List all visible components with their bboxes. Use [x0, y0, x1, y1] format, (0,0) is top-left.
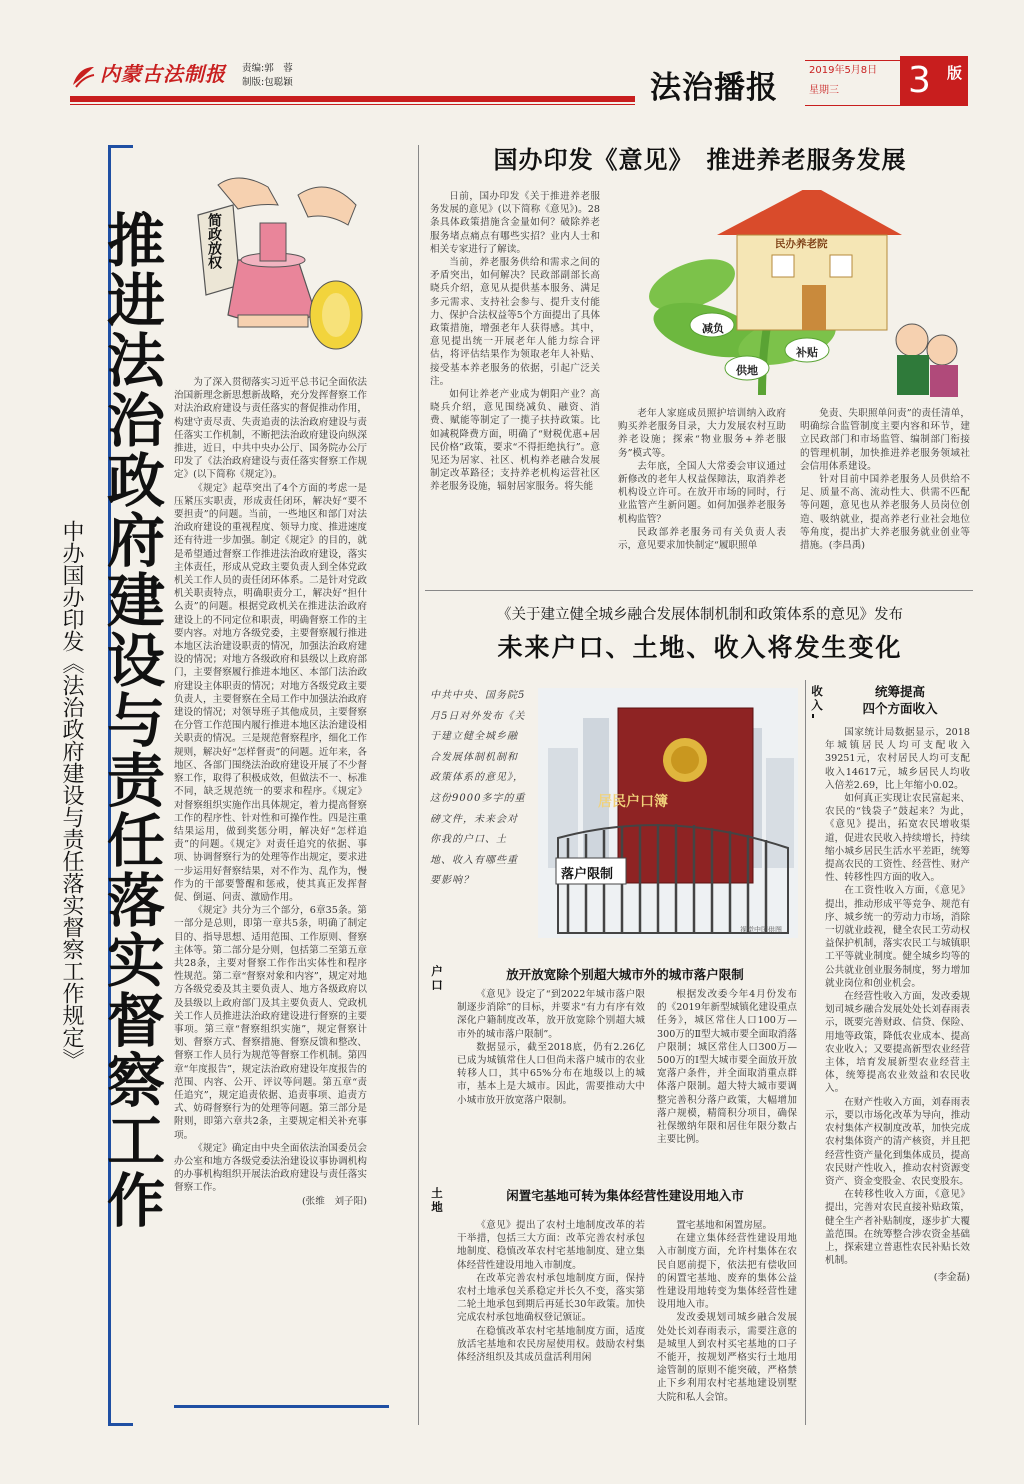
income-column — [825, 726, 970, 1285]
editor-credits — [242, 62, 293, 90]
story1-column-b — [618, 407, 786, 552]
story1-paragraph: 免责、失职照单问责”的责任清单，明确综合监管制度主要内容和环节，建立民政部门和市场监管、编制部门衔接的管理机制，加快推进养老服务领域社会信用体系建设。 — [800, 408, 970, 472]
land-column-a — [457, 1219, 645, 1364]
story1-paragraph: 如何让养老产业成为朝阳产业？高晓兵介绍，意见围绕减负、融资、消费、赋能等制定了一揽子扶持政策。比如减税降费方面，明确了“财税优惠+居民价格”政策，要求“不得拒绝执行”。意见还为居家、社区、机构养老融合发展制定改革路径；支持养老机构运营社区养老服务设施，辐射居家服务。将失能 — [430, 389, 600, 493]
land-paragraph: 《意见》提出了农村土地制度改革的若干举措，包括三大方面：改革完善农村承包地制度、稳慎改革农村宅基地制度、建立集体经营性建设用地入市制度。 — [457, 1220, 645, 1271]
editor-line: 责编:郭 蓉 — [242, 63, 293, 74]
income-paragraph: 国家统计局数据显示，2018年城镇居民人均可支配收入39251元，农村居民人均可支配收入14617元，城乡居民人均收入倍差2.69，比上年缩小0.02。 — [825, 727, 970, 791]
illustration-caption: 简政放权 — [206, 213, 222, 269]
column-divider — [418, 145, 419, 1425]
feature-byline: (张维 刘子阳) — [301, 1195, 367, 1207]
issue-weekday: 星期三 — [809, 85, 839, 96]
income-paragraph: 如何真正实现让农民富起来、农民的“钱袋子”鼓起来？为此，《意见》提出，拓宽农民增收渠道，促进农民收入持续增长，持续缩小城乡居民生活水平差距，统筹提高农民的工资性、经营性、财产性、转移性四方面的收入。 — [825, 793, 970, 884]
story1-paragraph: 日前，国办印发《关于推进养老服务发展的意见》(以下简称《意见》)。28条具体政策措施含金量如何？破除养老服务堵点痛点有哪些实招？业内人士和相关专家进行了解读。 — [430, 191, 600, 255]
land-paragraph: 在改革完善农村承包地制度方面，保持农村土地承包关系稳定并长久不变，落实第二轮土地承包到期后再延长30年政策。加快完成农村承包地确权登记颁证。 — [457, 1272, 645, 1324]
hukou-paragraph: 根据发改委今年4月份发布的《2019年新型城镇化建设重点任务》，城区常住人口100万—300万的Ⅱ型大城市要全面取消落户限制；城区常住人口300万—500万的Ⅰ型大城市要全面放开放宽落户条件，并全面取消重点群体落户限制。超大特大城市要调整完善积分落户政策，大幅增加落户规模，精简积分项目，确保社保缴纳年限和居住年限分数占主要比例。 — [657, 989, 797, 1146]
page-number-box — [900, 56, 968, 106]
page-label: 版 — [946, 64, 962, 82]
masthead-rule-thin — [70, 104, 635, 105]
feature-bracket-bottom — [174, 1405, 389, 1408]
hukou-column-b — [657, 988, 797, 1146]
story1-headline: 国办印发《意见》 推进养老服务发展 — [493, 145, 907, 174]
feature-paragraph: 为了深入贯彻落实习近平总书记全面依法治国新理念新思想新战略，充分发挥督察工作对法治政府建设与责任落实的督促推动作用，构建守责尽责、失责追责的法治政府建设与责任落实工作机制，不断把法治政府建设向纵深推进，近日，中共中央办公厅、国务院办公厅印发了《法治政府建设与责任落实督察工作规定》(以下简称《规定》)。 — [174, 377, 367, 481]
story2-kicker: 《关于建立健全城乡融合发展体制机制和政策体系的意见》发布 — [497, 607, 903, 623]
story1-paragraph: 针对目前中国养老服务人员供给不足、质量不高、流动性大、供需不匹配等问题，意见也从养老服务人员岗位创造、吸纳就业，提高养老行业社会地位等角度，提出扩大养老服务就业创业等措施。(李昌禹) — [800, 474, 970, 552]
land-label: 土地 — [431, 1186, 443, 1214]
feature-paragraph: 《规定》确定由中央全面依法治国委员会办公室和地方各级党委法治建设议事协调机构的办事机构组织开展法治政府建设与责任落实督察工作。 — [174, 1142, 367, 1194]
land-paragraph: 置宅基地和闲置房屋。 — [676, 1220, 773, 1231]
illustration-label-supply: 供地 — [736, 364, 758, 377]
story2-headline: 未来户口、土地、收入将发生变化 — [497, 633, 903, 662]
illustration-label-house: 民办养老院 — [775, 238, 828, 250]
feature-paragraph: 《规定》起草突出了4个方面的考虑一是压紧压实职责，形成责任闭环，解决好“要不要担责”的问题。当前，一些地区和部门对法治政府建设的重视程度、领导力度、推进速度还有待进一步加强。制定《规定》的目的，就是希望通过督察工作推进法治政府建设，落实主体责任，形成从党政主要负责人到全体党政机关工作人员的责任闭环体系。二是针对党政机关职责特点，明确职责分工，解决好“担什么责”的问题。根据党政机关在推进法治政府建设上的不同定位和职责，明确督察工作的主要内容。对地方各级党委，主要督察履行推进本地区法治建设职责的情况，加强法治政府建设的情况；对地方各级政府和县级以上政府部门，主要督察履行推进本地区、本部门法治政府建设主体职责的情况；对地方各级党政主要负责人，主要督察在全局工作中加强法治政府建设的情况；对领导班子其他成员，主要督察在分管工作范围内履行推进本地区法治建设相关职责的情况。三是规范督察程序，细化工作规则，解决好“怎样督责”的问题。近年来，各地区、各部门围绕法治政府建设开展了不少督察工作，取得了积极成效，但做法不一、标准不同，缺乏规范统一的要求和程序。《规定》对督察组织实施作出具体规定，着力提高督察工作的程序性、针对性和可操作性。四是注重结果运用，做到奖惩分明，解决好“怎样追责”的问题。《规定》对责任追究的依据、事项、协调督察行为的处理等作出规定，要求进一步运用好督察结果，对不作为、乱作为，慢作为的干部要警醒和惩戒，使其真正发挥督促、倒逼、问责、激励作用。 — [174, 482, 367, 903]
land-column-b — [657, 1219, 797, 1404]
land-heading: 闲置宅基地可转为集体经营性建设用地入市 — [506, 1188, 744, 1203]
date-box — [805, 60, 904, 106]
feature-title: 推进法治政府建设与责任落实督察工作 — [97, 210, 165, 1230]
illustration-label-subsidy: 补贴 — [796, 346, 818, 359]
hukou-illustration — [538, 688, 798, 938]
logo-emblem-icon — [70, 63, 96, 89]
masthead-rule — [70, 96, 635, 102]
section-title: 法治播报 — [650, 70, 778, 106]
hukou-column-a — [457, 988, 645, 1107]
story-divider — [425, 590, 973, 591]
paper-name: 内蒙古法制报 — [100, 62, 226, 86]
page-number: 3 — [908, 60, 931, 101]
elderly-care-illustration — [612, 190, 972, 400]
gate-sign-label: 落户限制 — [561, 867, 614, 882]
column-divider — [805, 680, 806, 1425]
income-heading-1: 统筹提高 — [874, 684, 925, 699]
land-paragraph: 在稳慎改革农村宅基地制度方面，适度放活宅基地和农民房屋使用权。鼓励农村集体经济组织及其成员盘活利用闲 — [457, 1325, 645, 1364]
photo-credit: 视觉中国供图 — [740, 926, 782, 934]
issue-date: 2019年5月8日 — [809, 65, 878, 76]
hukou-paragraph: 《意见》设定了“到2022年城市落户限制逐步消除”的目标，并要求“有力有序有效深化户籍制度改革，放开放宽除个别超大城市外的城市落户限制”。 — [457, 989, 645, 1040]
land-paragraph: 在建立集体经营性建设用地入市制度方面，允许村集体在农民自愿前提下，依法把有偿收回的闲置宅基地、废弃的集体公益性建设用地转变为集体经营性建设用地入市。 — [657, 1233, 797, 1311]
hukou-heading: 放开放宽除个别超大城市外的城市落户限制 — [506, 967, 744, 982]
story1-column-a — [430, 190, 600, 494]
story1-column-c — [800, 407, 970, 552]
feature-paragraph: 《规定》共分为三个部分，6章35条。第一部分是总则，即第一章共5条，明确了制定目的、指导思想、适用范围、工作原则、督察主体等。第二部分是分则，包括第二至第五章共28条，主要对督察工作作出实体性和程序性规范。第二章“督察对象和内容”，规定对地方各级党委及其主要负责人、地方各级政府以及县级以上政府部门及其主要负责人、党政机关工作人员推进法治政府建设进行督察的主要事项。第三章“督察组织实施”，规定督察计划、督察方式、督察措施、督察反馈和整改、督察工作人员行为规范等督察工作机制。第四章“年度报告”，规定法治政府建设年度报告的范围、内容、公开、评议等问题。第五章“责任追究”，规定追责依据、追责事项、追责方式、妨碍督察行为的处理等问题。第三部分是附则，即第六章共2条，主要规定相关补充事项。 — [174, 905, 367, 1141]
income-label: 收入 — [811, 684, 823, 712]
income-label-rule — [812, 714, 814, 718]
hukou-label: 户口 — [431, 964, 443, 992]
income-paragraph: 在经营性收入方面，发改委规划司城乡融合发展处处长刘春雨表示，既要完善财政、信贷、保险、用地等政策，降低农业成本、提高农业收入；又要提高新型农业经营主体，培育发展新型农业经营主体，统筹提高农业效益和农民收入。 — [825, 991, 970, 1095]
land-paragraph: 发改委规划司城乡融合发展处处长刘春雨表示，需要注意的是城里人到农村买宅基地的口子不能开，按规划严格实行土地用途管制的原则不能突破，严格禁止下乡利用农村宅基地建设别墅大院和私人会馆。 — [657, 1312, 797, 1403]
income-paragraph: 在转移性收入方面，《意见》提出，完善对农民直接补贴政策，健全生产者补贴制度，逐步扩大覆盖范围。在统筹整合涉农资金基础上，探索建立普惠性农民补贴长效机制。 — [825, 1189, 970, 1267]
story1-paragraph: 老年人家庭成员照护培训纳入政府购买养老服务目录，大力发展农村互助养老设施；探索“物业服务+养老服务”模式等。 — [618, 408, 786, 459]
income-paragraph: 在财产性收入方面，刘春雨表示，要以市场化改革为导向，推动农村集体产权制度改革，加快完成农村集体资产的清产核资，并且把经营性资产量化到集体成员，提高农民财产性收入，推动农村资源变资产、资金变股金、农民变股东。 — [825, 1096, 970, 1187]
income-heading-2: 四个方面收入 — [862, 701, 938, 716]
income-byline: (李金磊) — [933, 1272, 970, 1284]
illustration-label-reduce: 减负 — [702, 322, 724, 335]
newspaper-logo — [70, 58, 230, 94]
feature-body — [174, 376, 367, 1208]
story1-paragraph: 民政部养老服务司有关负责人表示，意见要求加快制定“履职照单 — [618, 526, 786, 552]
hukou-paragraph: 数据显示，截至2018底，仍有2.26亿已成为城镇常住人口但尚未落户城市的农业转移人口，其中65%分布在地级以上的城市，基本上是大城市。因此，需要推动大中小城市放开放宽落户限制。 — [457, 1041, 645, 1106]
story2-lead: 中共中央、国务院5月5日对外发布《关于建立健全城乡融合发展体制机制和政策体系的意见》，这份9000多字的重磅文件，未来会对你我的户口、土地、收入有哪些重要影响？ — [430, 690, 526, 887]
hukou-book-label: 居民户口簿 — [598, 794, 668, 810]
income-paragraph: 在工资性收入方面，《意见》提出，推动形成平等竞争、规范有序、城乡统一的劳动力市场，消除一切就业歧视，健全农民工劳动权益保护机制，落实农民工与城镇职工平等就业制度。健全城乡均等的公共就业创业服务制度，努力增加就业岗位和创业机会。 — [825, 885, 970, 989]
layout-line: 制版:包聪颖 — [242, 77, 293, 88]
story1-paragraph: 去年底，全国人大常委会审议通过新修改的老年人权益保障法，取消养老机构设立许可。在放开市场的同时，行业监管产生新问题。如何加强养老服务机构监管？ — [618, 460, 786, 525]
story1-paragraph: 当前，养老服务供给和需求之间的矛盾突出，如何解决？民政部副部长高晓兵介绍，意见从提供基本服务、满足多元需求、支持社会参与、提升支付能力、保护合法权益等5个方面提出了具体政策措施，增强老年人获得感。其中，意见提出统一开展老年人能力综合评估，将评估结果作为领取老年人补贴、接受基本养老服务的依据，引起广泛关注。 — [430, 257, 600, 387]
feature-subtitle: 中办国办印发《法治政府建设与责任落实督察工作规定》 — [59, 520, 84, 1070]
